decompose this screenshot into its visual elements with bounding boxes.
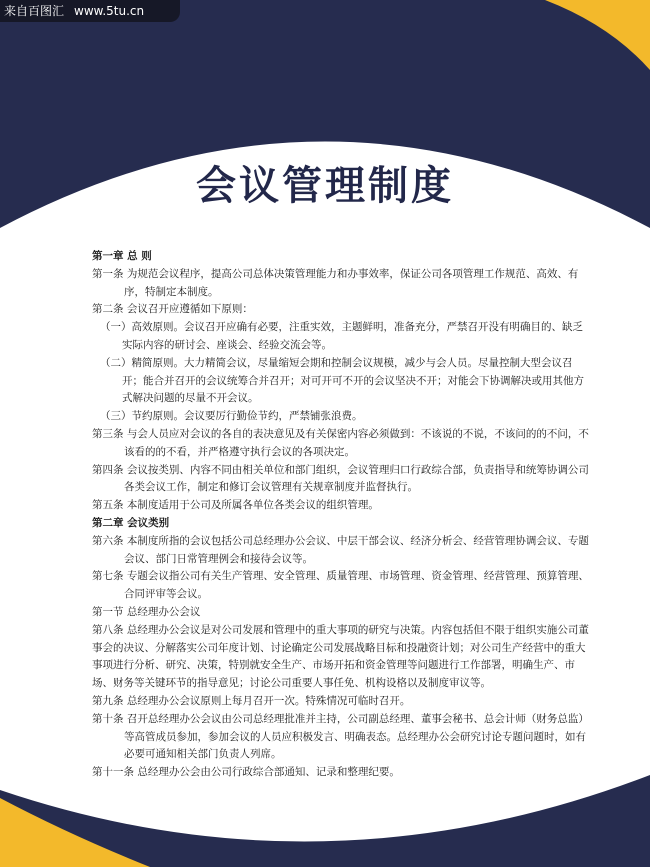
article-paragraph: 第十一条 总经理办公会由公司行政综合部通知、记录和整理纪要。: [92, 766, 400, 779]
article-paragraph: 第一条 为规范会议程序，提高公司总体决策管理能力和办事效率，保证公司各项管理工作规范、高效、有序，特制定本制度。: [92, 267, 579, 298]
article-paragraph: 第六条 本制度所指的会议包括公司总经理办公会议、中层干部会议、经济分析会、经营管理协调会议、专题会议、部门日常管理例会和接待会议等。: [92, 534, 589, 565]
article-paragraph: 第一节 总经理办公会议: [92, 605, 201, 618]
watermark-url: www.5tu.cn: [74, 4, 145, 18]
article-paragraph: 第四条 会议按类别、内容不同由相关单位和部门组织，会议管理归口行政综合部，负责指导和统筹协调公司各类会议工作，制定和修订会议管理有关规章制度并监督执行。: [92, 463, 589, 494]
principle-item: （一）高效原则。会议召开应确有必要，注重实效，主题鲜明，准备充分，严禁召开没有明确目的、缺乏实际内容的研讨会、座谈会、经验交流会等。: [100, 321, 583, 351]
principle-item: （二）精简原则。大力精简会议，尽量缩短会期和控制会议规模，减少与会人员。尽量控制大型会议召开；能合并召开的会议统筹合并召开；对可开可不开的会议坚决不开；对能会下协调解决或用其他方式解决问题的尽量不开会议。: [100, 356, 584, 405]
document-title: 会议管理制度: [196, 163, 454, 209]
document-body: [92, 248, 592, 782]
watermark-site: 来自百图汇: [4, 4, 65, 18]
article-paragraph: 第九条 总经理办公会议原则上每月召开一次。特殊情况可临时召开。: [92, 694, 411, 707]
article-paragraph: 第十条 召开总经理办公会议由公司总经理批准并主持，公司副总经理、董事会秘书、总会计师（财务总监）等高管成员参加，参加会议的人员应积极发言、明确表态。总经理办公会研究讨论专题问题时，如有必要可通知相关部门负责人列席。: [92, 712, 589, 761]
chapter-heading: 第二章 会议类别: [92, 516, 170, 529]
article-paragraph: 第五条 本制度适用于公司及所属各单位各类会议的组织管理。: [92, 499, 379, 512]
article-paragraph: 第二条 会议召开应遵循如下原则：: [92, 303, 253, 316]
article-paragraph: 第八条 总经理办公会议是对公司发展和管理中的重大事项的研究与决策。内容包括但不限于组织实施公司董事会的决议、分解落实公司年度计划、讨论确定公司发展战略目标和投融资计划；对公司生产经营中的重大事项进行分析、研究、决策，特别就安全生产、市场开拓和资金管理等问题进行工作部署，明确生产、市场、财务等关键环节的指导意见；讨论公司重要人事任免、机构设格以及制度审议等。: [92, 623, 589, 690]
article-paragraph: 第七条 专题会议指公司有关生产管理、安全管理、质量管理、市场管理、资金管理、经营管理、预算管理、合同评审等会议。: [92, 570, 589, 601]
principle-item: （三）节约原则。会议要厉行勤俭节约，严禁铺张浪费。: [100, 410, 363, 423]
article-paragraph: 第三条 与会人员应对会议的各自的表决意见及有关保密内容必须做到：不该说的不说，不该问的的不问，不该看的的不看，并严格遵守执行会议的各项决定。: [92, 427, 589, 458]
chapter-heading: 第一章 总 则: [92, 250, 152, 262]
watermark-label: [0, 0, 180, 22]
